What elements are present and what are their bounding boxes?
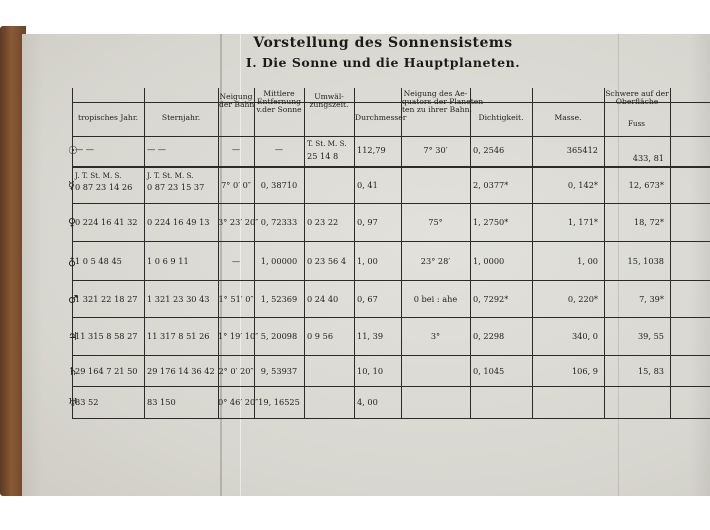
cell-stern: 0 224 16 49 13 (147, 217, 210, 227)
cell-entfernung: 0, 38710 (260, 180, 298, 190)
cell-masse: 1, 00 (577, 256, 598, 266)
cell-neigung: — (231, 256, 241, 266)
cell-neigung: 1° 19′ 10″ (218, 331, 259, 341)
column-header-neigung-aequator (402, 89, 484, 114)
header-line: zungszeit. (309, 99, 349, 109)
cell-neigung-aequator: 0 bei : ahe (413, 294, 458, 304)
unit-label-umwaelz: T. St. M. S. (307, 139, 347, 148)
cell-tropisch: — — (75, 144, 94, 154)
cell-schwere: 15, 1038 (627, 256, 664, 266)
column-header-umwaelz (305, 93, 353, 109)
row-rule (72, 203, 710, 204)
column-header-masse (533, 114, 603, 122)
cell-dichtigkeit: 0, 1045 (473, 366, 505, 376)
column-header-entfernung (255, 90, 303, 114)
cell-neigung: 2° 0′ 20″ (218, 366, 254, 376)
header-line: Mittlere (263, 89, 295, 98)
row-rule (72, 280, 710, 281)
cell-durchmesser: 112,79 (357, 145, 386, 155)
cell-schwere: 18, 72* (633, 217, 664, 227)
cell-stern: 29 176 14 36 42 (147, 366, 215, 376)
cell-durchmesser: 0, 97 (357, 217, 378, 227)
cell-durchmesser: 10, 10 (357, 366, 384, 376)
cell-stern: 0 87 23 15 37 (147, 182, 205, 192)
cell-schwere: 12, 673* (628, 180, 664, 190)
row-rule (72, 418, 710, 419)
cell-umwaelz: 0 24 40 (307, 294, 339, 304)
unit-label-schwere: Fuss (628, 119, 645, 128)
sun-row-rule (72, 166, 710, 168)
cell-umwaelz: 0 9 56 (307, 331, 334, 341)
header-line: Neigung des Ae- (403, 89, 468, 98)
cell-stern: 11 317 8 51 26 (147, 331, 210, 341)
column-header-durchmesser (355, 113, 407, 122)
header-line: quators der Planeten (402, 96, 484, 106)
header-line: ten zu ihrer Bahn. (402, 104, 472, 114)
cell-neigung: 7° 0′ 0″ (221, 180, 251, 190)
cell-masse: 0, 142* (567, 180, 598, 190)
column-header-tropisch (73, 114, 143, 122)
header-line: tropisches Jahr. (77, 113, 139, 122)
cell-neigung: 3° 23′ 20″ (218, 217, 259, 227)
cell-umwaelz: 25 14 8 (307, 151, 339, 161)
cell-tropisch: 83 52 (75, 397, 99, 407)
header-line: der Bahn (219, 99, 255, 109)
header-line: Dichtigkeit. (478, 113, 524, 122)
cell-stern: 1 321 23 30 43 (147, 294, 210, 304)
cell-durchmesser: 11, 39 (357, 331, 384, 341)
cell-neigung-aequator: 75° (428, 217, 443, 227)
cell-masse: 340, 0 (571, 331, 598, 341)
row-rule (72, 386, 710, 387)
row-rule (72, 317, 710, 318)
row-rule (72, 355, 710, 356)
cell-tropisch: 29 164 7 21 50 (75, 366, 138, 376)
header-line: Oberfläche (615, 96, 659, 106)
header-line: Neigung (219, 92, 253, 101)
cell-neigung: 0° 46′ 20″ (218, 397, 259, 407)
header-line: Schwere auf der (605, 89, 669, 98)
cell-umwaelz: 0 23 56 4 (307, 256, 347, 266)
cell-durchmesser: 1, 00 (357, 256, 378, 266)
column-header-dichtigkeit (471, 114, 531, 122)
cell-entfernung: — (274, 144, 284, 154)
cell-masse: 1, 171* (567, 217, 598, 227)
header-line: Umwäl- (314, 92, 344, 101)
cell-stern: 83 150 (147, 397, 176, 407)
cell-schwere: 15, 83 (637, 366, 664, 376)
planet-symbol: ☿ (68, 179, 75, 192)
planet-symbol: ♃ (68, 330, 78, 343)
planet-symbol: ♄ (68, 365, 78, 378)
cell-tropisch: 1 321 22 18 27 (75, 294, 138, 304)
cell-entfernung: 19, 16525 (258, 397, 300, 407)
cell-entfernung: 0, 72333 (260, 217, 298, 227)
planet-symbol: ♀ (68, 216, 77, 229)
cell-masse: 106, 9 (571, 366, 598, 376)
table-subtitle: I. Die Sonne und die Hauptplaneten. (245, 55, 521, 70)
cell-neigung: 1° 51′ 0″ (218, 294, 254, 304)
cell-tropisch: 11 315 8 58 27 (75, 331, 138, 341)
cell-stern: 1 0 6 9 11 (147, 256, 189, 266)
cell-neigung-aequator: 3° (430, 331, 441, 341)
header-line: Sternjahr. (161, 113, 201, 122)
cell-masse: 0, 220* (567, 294, 598, 304)
cell-entfernung: 1, 00000 (260, 256, 298, 266)
header-line: Durchmesser (355, 113, 407, 122)
header-line: Entfernung (257, 96, 301, 106)
planet-table (32, 76, 710, 486)
cell-stern: — — (147, 144, 166, 154)
cell-durchmesser: 0, 67 (357, 294, 378, 304)
column-rule (670, 88, 671, 418)
cell-durchmesser: 4, 00 (357, 397, 378, 407)
cell-entfernung: 9, 53937 (260, 366, 298, 376)
planet-symbol: ♂ (68, 293, 78, 306)
unit-label-stern: J. T. St. M. S. (147, 171, 194, 180)
cell-tropisch: 0 224 16 41 32 (75, 217, 138, 227)
cell-dichtigkeit: 0, 2298 (473, 331, 505, 341)
row-rule (72, 241, 710, 242)
cell-entfernung: 5, 20098 (260, 331, 298, 341)
cell-dichtigkeit: 2, 0377* (473, 180, 509, 190)
column-header-schwere (605, 90, 669, 106)
cell-schwere: 7, 39* (639, 294, 664, 304)
cell-neigung: — (231, 144, 241, 154)
cell-schwere: 39, 55 (637, 331, 664, 341)
cell-schwere: 433, 81 (632, 153, 664, 163)
column-header-neigung (219, 93, 253, 109)
cell-umwaelz: 0 23 22 (307, 217, 339, 227)
planet-symbol: ♅ (68, 396, 78, 409)
column-header-stern (145, 114, 217, 122)
cell-neigung-aequator: 7° 30′ (423, 145, 448, 155)
cell-tropisch: 0 87 23 14 26 (75, 182, 133, 192)
header-line: Masse. (554, 113, 582, 122)
cell-dichtigkeit: 0, 2546 (473, 145, 505, 155)
header-line: v.der Sonne (256, 104, 302, 114)
column-rule (304, 88, 305, 418)
unit-label-tropisch: J. T. St. M. S. (75, 171, 122, 180)
cell-neigung-aequator: 23° 28′ (420, 256, 451, 266)
cell-entfernung: 1, 52369 (260, 294, 298, 304)
cell-masse: 365412 (566, 145, 598, 155)
page-title: Vorstellung des Sonnensistems (253, 35, 513, 51)
cell-dichtigkeit: 1, 2750* (473, 217, 509, 227)
cell-tropisch: 1 0 5 48 45 (75, 256, 122, 266)
planet-symbol: ♁ (68, 255, 77, 268)
cell-dichtigkeit: 0, 7292* (473, 294, 509, 304)
cell-dichtigkeit: 1, 0000 (473, 256, 505, 266)
planet-symbol: ☉ (68, 144, 78, 157)
cell-durchmesser: 0, 41 (357, 180, 378, 190)
header-bottom-rule (72, 136, 710, 137)
